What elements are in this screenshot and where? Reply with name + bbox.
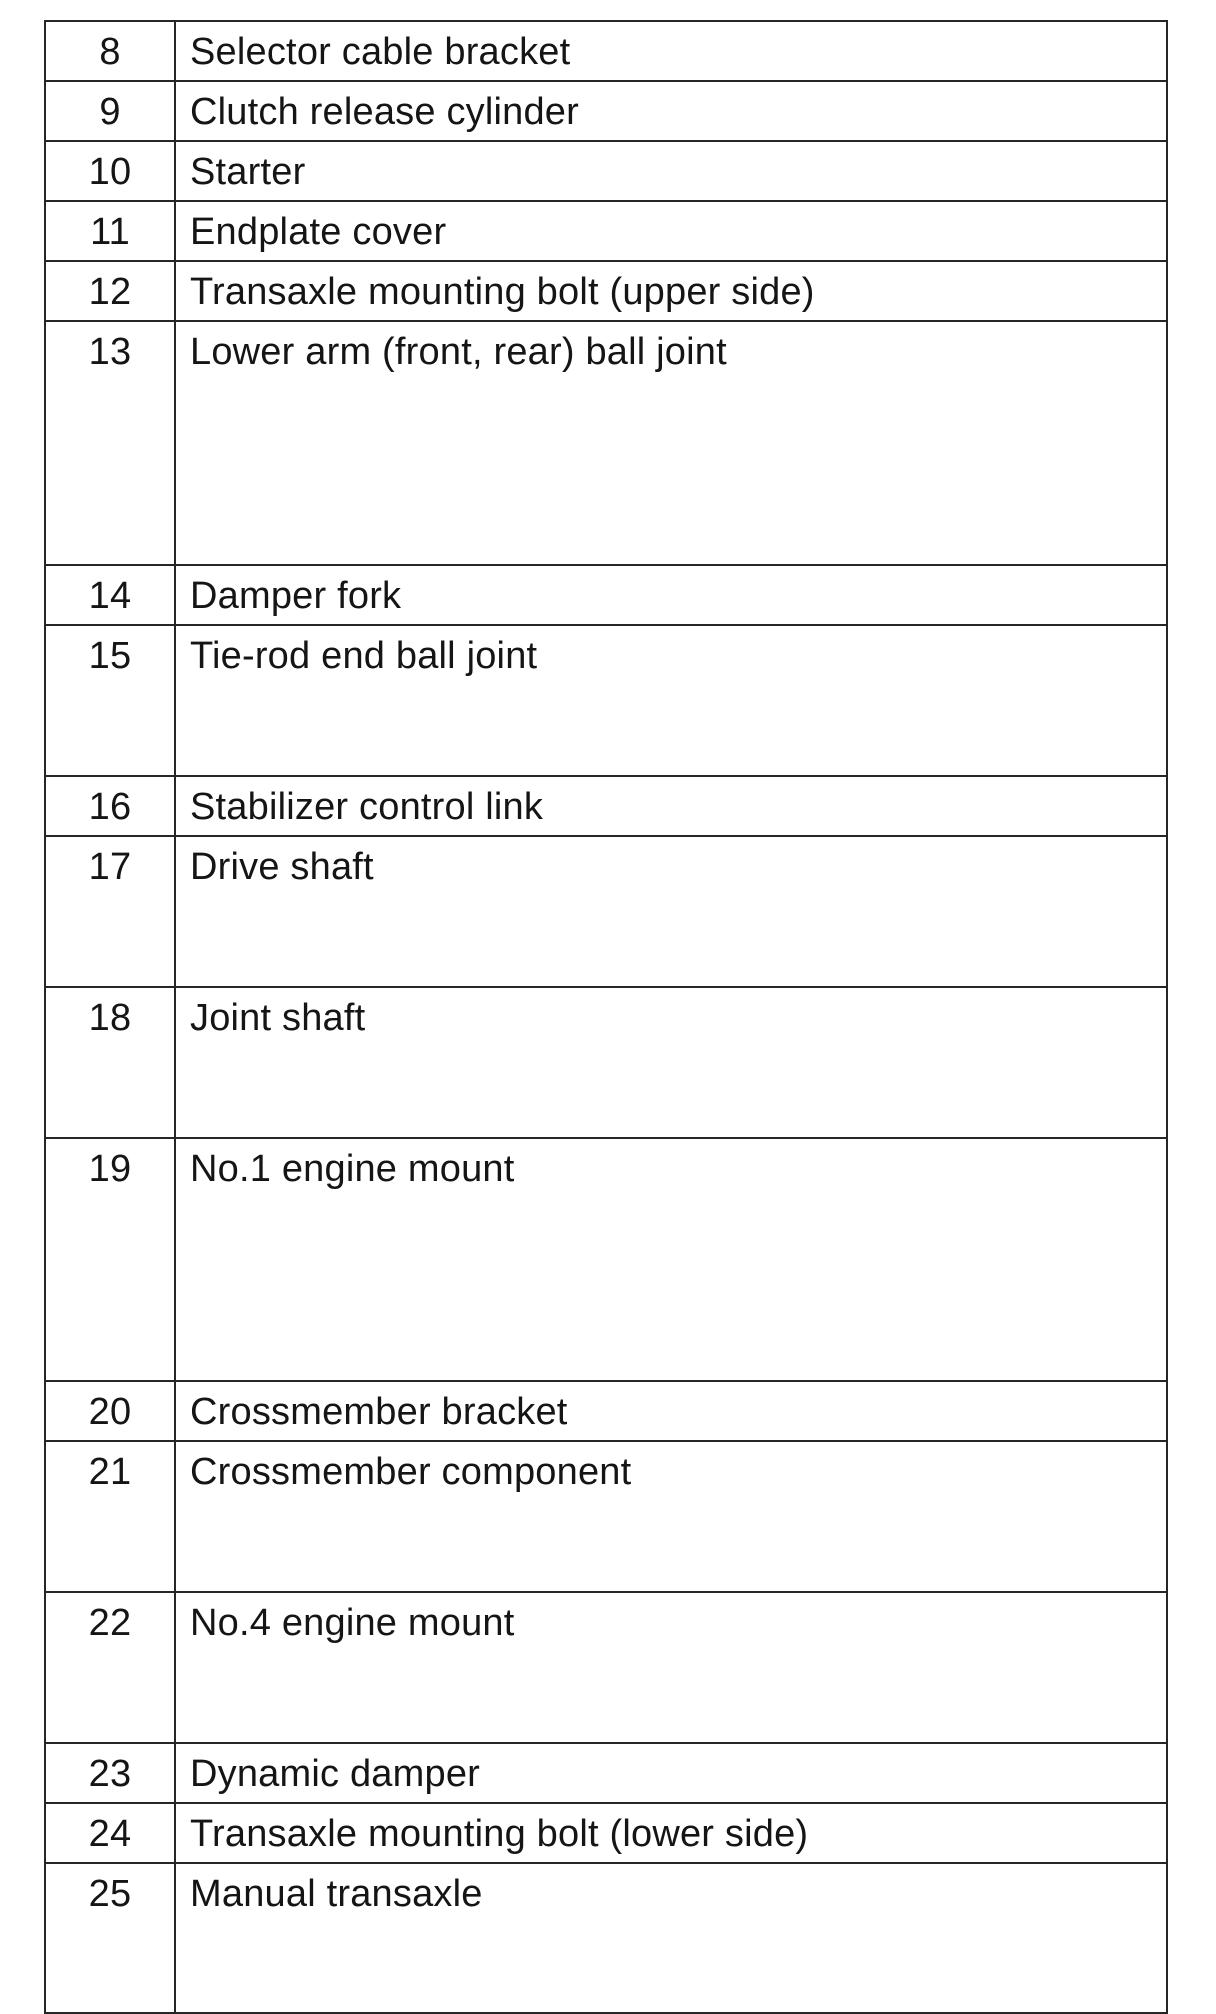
parts-table bbox=[44, 20, 1168, 2014]
table-row bbox=[45, 565, 1167, 625]
table-row bbox=[45, 81, 1167, 141]
part-number: 14 bbox=[45, 565, 175, 625]
part-number: 20 bbox=[45, 1381, 175, 1441]
table-row bbox=[45, 1592, 1167, 1743]
part-description: No.4 engine mount bbox=[175, 1592, 1167, 1743]
table-row bbox=[45, 987, 1167, 1138]
part-description: Manual transaxle bbox=[175, 1863, 1167, 2013]
part-description: Damper fork bbox=[175, 565, 1167, 625]
part-description: Stabilizer control link bbox=[175, 776, 1167, 836]
part-description: Endplate cover bbox=[175, 201, 1167, 261]
part-number: 15 bbox=[45, 625, 175, 776]
part-number: 23 bbox=[45, 1743, 175, 1803]
part-description: No.1 engine mount bbox=[175, 1138, 1167, 1381]
part-number: 10 bbox=[45, 141, 175, 201]
table-row bbox=[45, 625, 1167, 776]
table-row bbox=[45, 1803, 1167, 1863]
part-number: 22 bbox=[45, 1592, 175, 1743]
part-description: Transaxle mounting bolt (upper side) bbox=[175, 261, 1167, 321]
table-row bbox=[45, 836, 1167, 987]
part-number: 19 bbox=[45, 1138, 175, 1381]
part-number: 18 bbox=[45, 987, 175, 1138]
part-number: 25 bbox=[45, 1863, 175, 2013]
table-row bbox=[45, 1381, 1167, 1441]
table-row bbox=[45, 1863, 1167, 2013]
part-description: Crossmember component bbox=[175, 1441, 1167, 1592]
table-row bbox=[45, 21, 1167, 81]
table-row bbox=[45, 201, 1167, 261]
table-row bbox=[45, 1441, 1167, 1592]
part-number: 8 bbox=[45, 21, 175, 81]
part-description: Drive shaft bbox=[175, 836, 1167, 987]
part-description: Crossmember bracket bbox=[175, 1381, 1167, 1441]
part-description: Selector cable bracket bbox=[175, 21, 1167, 81]
part-description: Dynamic damper bbox=[175, 1743, 1167, 1803]
table-row bbox=[45, 1743, 1167, 1803]
part-description: Joint shaft bbox=[175, 987, 1167, 1138]
part-number: 11 bbox=[45, 201, 175, 261]
table-row bbox=[45, 261, 1167, 321]
part-number: 24 bbox=[45, 1803, 175, 1863]
part-number: 21 bbox=[45, 1441, 175, 1592]
part-description: Starter bbox=[175, 141, 1167, 201]
table-row bbox=[45, 776, 1167, 836]
table-row bbox=[45, 321, 1167, 565]
part-number: 17 bbox=[45, 836, 175, 987]
part-number: 12 bbox=[45, 261, 175, 321]
part-description: Tie-rod end ball joint bbox=[175, 625, 1167, 776]
table-row bbox=[45, 141, 1167, 201]
table-row bbox=[45, 1138, 1167, 1381]
part-description: Clutch release cylinder bbox=[175, 81, 1167, 141]
part-description: Lower arm (front, rear) ball joint bbox=[175, 321, 1167, 565]
part-description: Transaxle mounting bolt (lower side) bbox=[175, 1803, 1167, 1863]
part-number: 9 bbox=[45, 81, 175, 141]
part-number: 13 bbox=[45, 321, 175, 565]
part-number: 16 bbox=[45, 776, 175, 836]
